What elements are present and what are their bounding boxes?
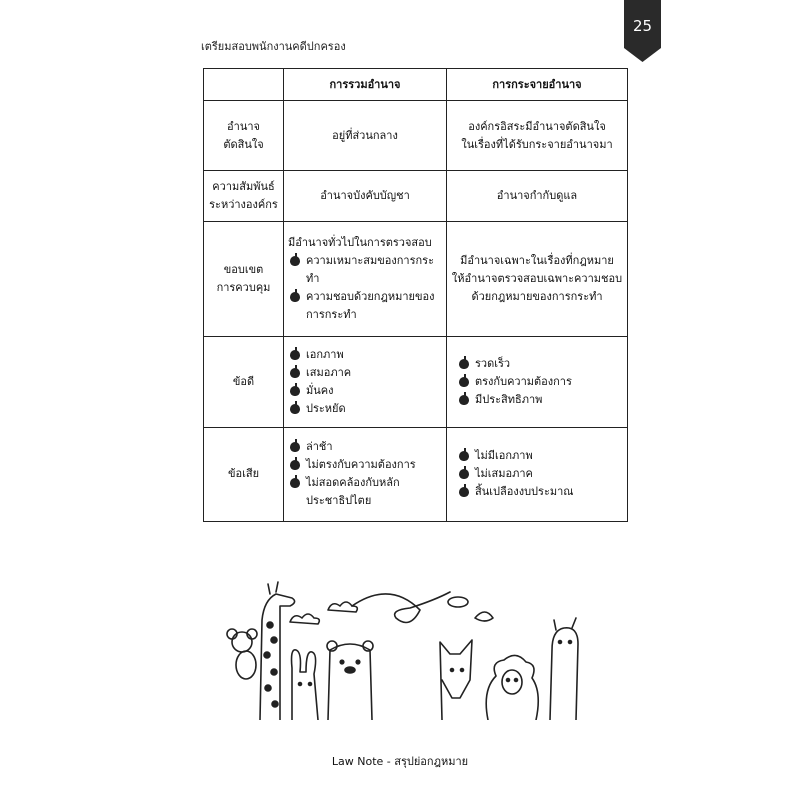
balloon-string-drawing: [352, 592, 450, 623]
cell-decentral: องค์กรอิสระมีอำนาจตัดสินใจ ในเรื่องที่ได้รับกระจายอำนาจมา: [447, 101, 628, 171]
giraffe-drawing: [260, 582, 295, 720]
list-item: ประหยัด: [306, 400, 442, 418]
bird-drawing: [475, 612, 493, 621]
cell-central: [284, 427, 447, 521]
bullet-list: [457, 447, 623, 501]
cell-central: อำนาจบังคับบัญชา: [284, 171, 447, 221]
list-item: มั่นคง: [306, 382, 442, 400]
bullet-list: [288, 438, 442, 510]
list-item: เอกภาพ: [306, 346, 442, 364]
list-item: ล่าช้า: [306, 438, 442, 456]
table-row: [204, 427, 628, 521]
table-row: [204, 171, 628, 221]
list-item: ไม่มีเอกภาพ: [475, 447, 623, 465]
animal-doodle-illustration: [220, 580, 600, 720]
koala-drawing: [227, 629, 257, 679]
page-footer: Law Note - สรุปย่อกฎหมาย: [331, 755, 469, 768]
table-row: [204, 221, 628, 337]
list-item: สิ้นเปลืองงบประมาณ: [475, 483, 623, 501]
cloud-drawing: [328, 602, 357, 612]
list-item: ความชอบด้วยกฎหมายของการกระทำ: [306, 288, 442, 324]
cell-decentral: มีอำนาจเฉพาะในเรื่องที่กฎหมาย ให้อำนาจตรวจสอบเฉพาะความชอบ ด้วยกฎหมายของการกระทำ: [447, 221, 628, 337]
list-item: ตรงกับความต้องการ: [475, 373, 623, 391]
cell-decentral: [447, 337, 628, 427]
bullet-list: [288, 252, 442, 324]
comparison-table: [203, 68, 628, 522]
row-label: อำนาจ ตัดสินใจ: [204, 101, 284, 171]
page-number: 25: [632, 17, 653, 35]
running-header: เตรียมสอบพนักงานคดีปกครอง: [201, 40, 346, 53]
list-item: ความเหมาะสมของการกระทำ: [306, 252, 442, 288]
cell-decentral: [447, 427, 628, 521]
sheep-drawing: [486, 655, 538, 720]
header-decentralization: การกระจายอำนาจ: [447, 69, 628, 101]
table-row: [204, 337, 628, 427]
list-item: มีประสิทธิภาพ: [475, 391, 623, 409]
control-scope-intro: มีอำนาจทั่วไปในการตรวจสอบ: [288, 235, 432, 249]
cell-decentral: อำนาจกำกับดูแล: [447, 171, 628, 221]
header-centralization: การรวมอำนาจ: [284, 69, 447, 101]
list-item: ไม่ตรงกับความต้องการ: [306, 456, 442, 474]
list-item: รวดเร็ว: [475, 355, 623, 373]
list-item: ไม่สอดคล้องกับหลักประชาธิปไตย: [306, 474, 442, 510]
rabbit-drawing: [292, 650, 319, 720]
row-label: ขอบเขต การควบคุม: [204, 221, 284, 337]
cell-central: อยู่ที่ส่วนกลาง: [284, 101, 447, 171]
cell-central: [284, 337, 447, 427]
fox-drawing: [440, 640, 472, 720]
bullet-list: [457, 355, 623, 409]
cell-central: [284, 221, 447, 337]
row-label: ข้อดี: [204, 337, 284, 427]
table-header-row: [204, 69, 628, 101]
list-item: เสมอภาค: [306, 364, 442, 382]
list-item: ไม่เสมอภาค: [475, 465, 623, 483]
llama-drawing: [550, 618, 578, 720]
row-label: ข้อเสีย: [204, 427, 284, 521]
leaf-drawing: [448, 597, 468, 607]
bear-drawing: [327, 641, 373, 720]
row-label: ความสัมพันธ์ ระหว่างองค์กร: [204, 171, 284, 221]
bullet-list: [288, 346, 442, 418]
header-cell-empty: [204, 69, 284, 101]
cloud-drawing: [290, 614, 319, 624]
table-row: [204, 101, 628, 171]
